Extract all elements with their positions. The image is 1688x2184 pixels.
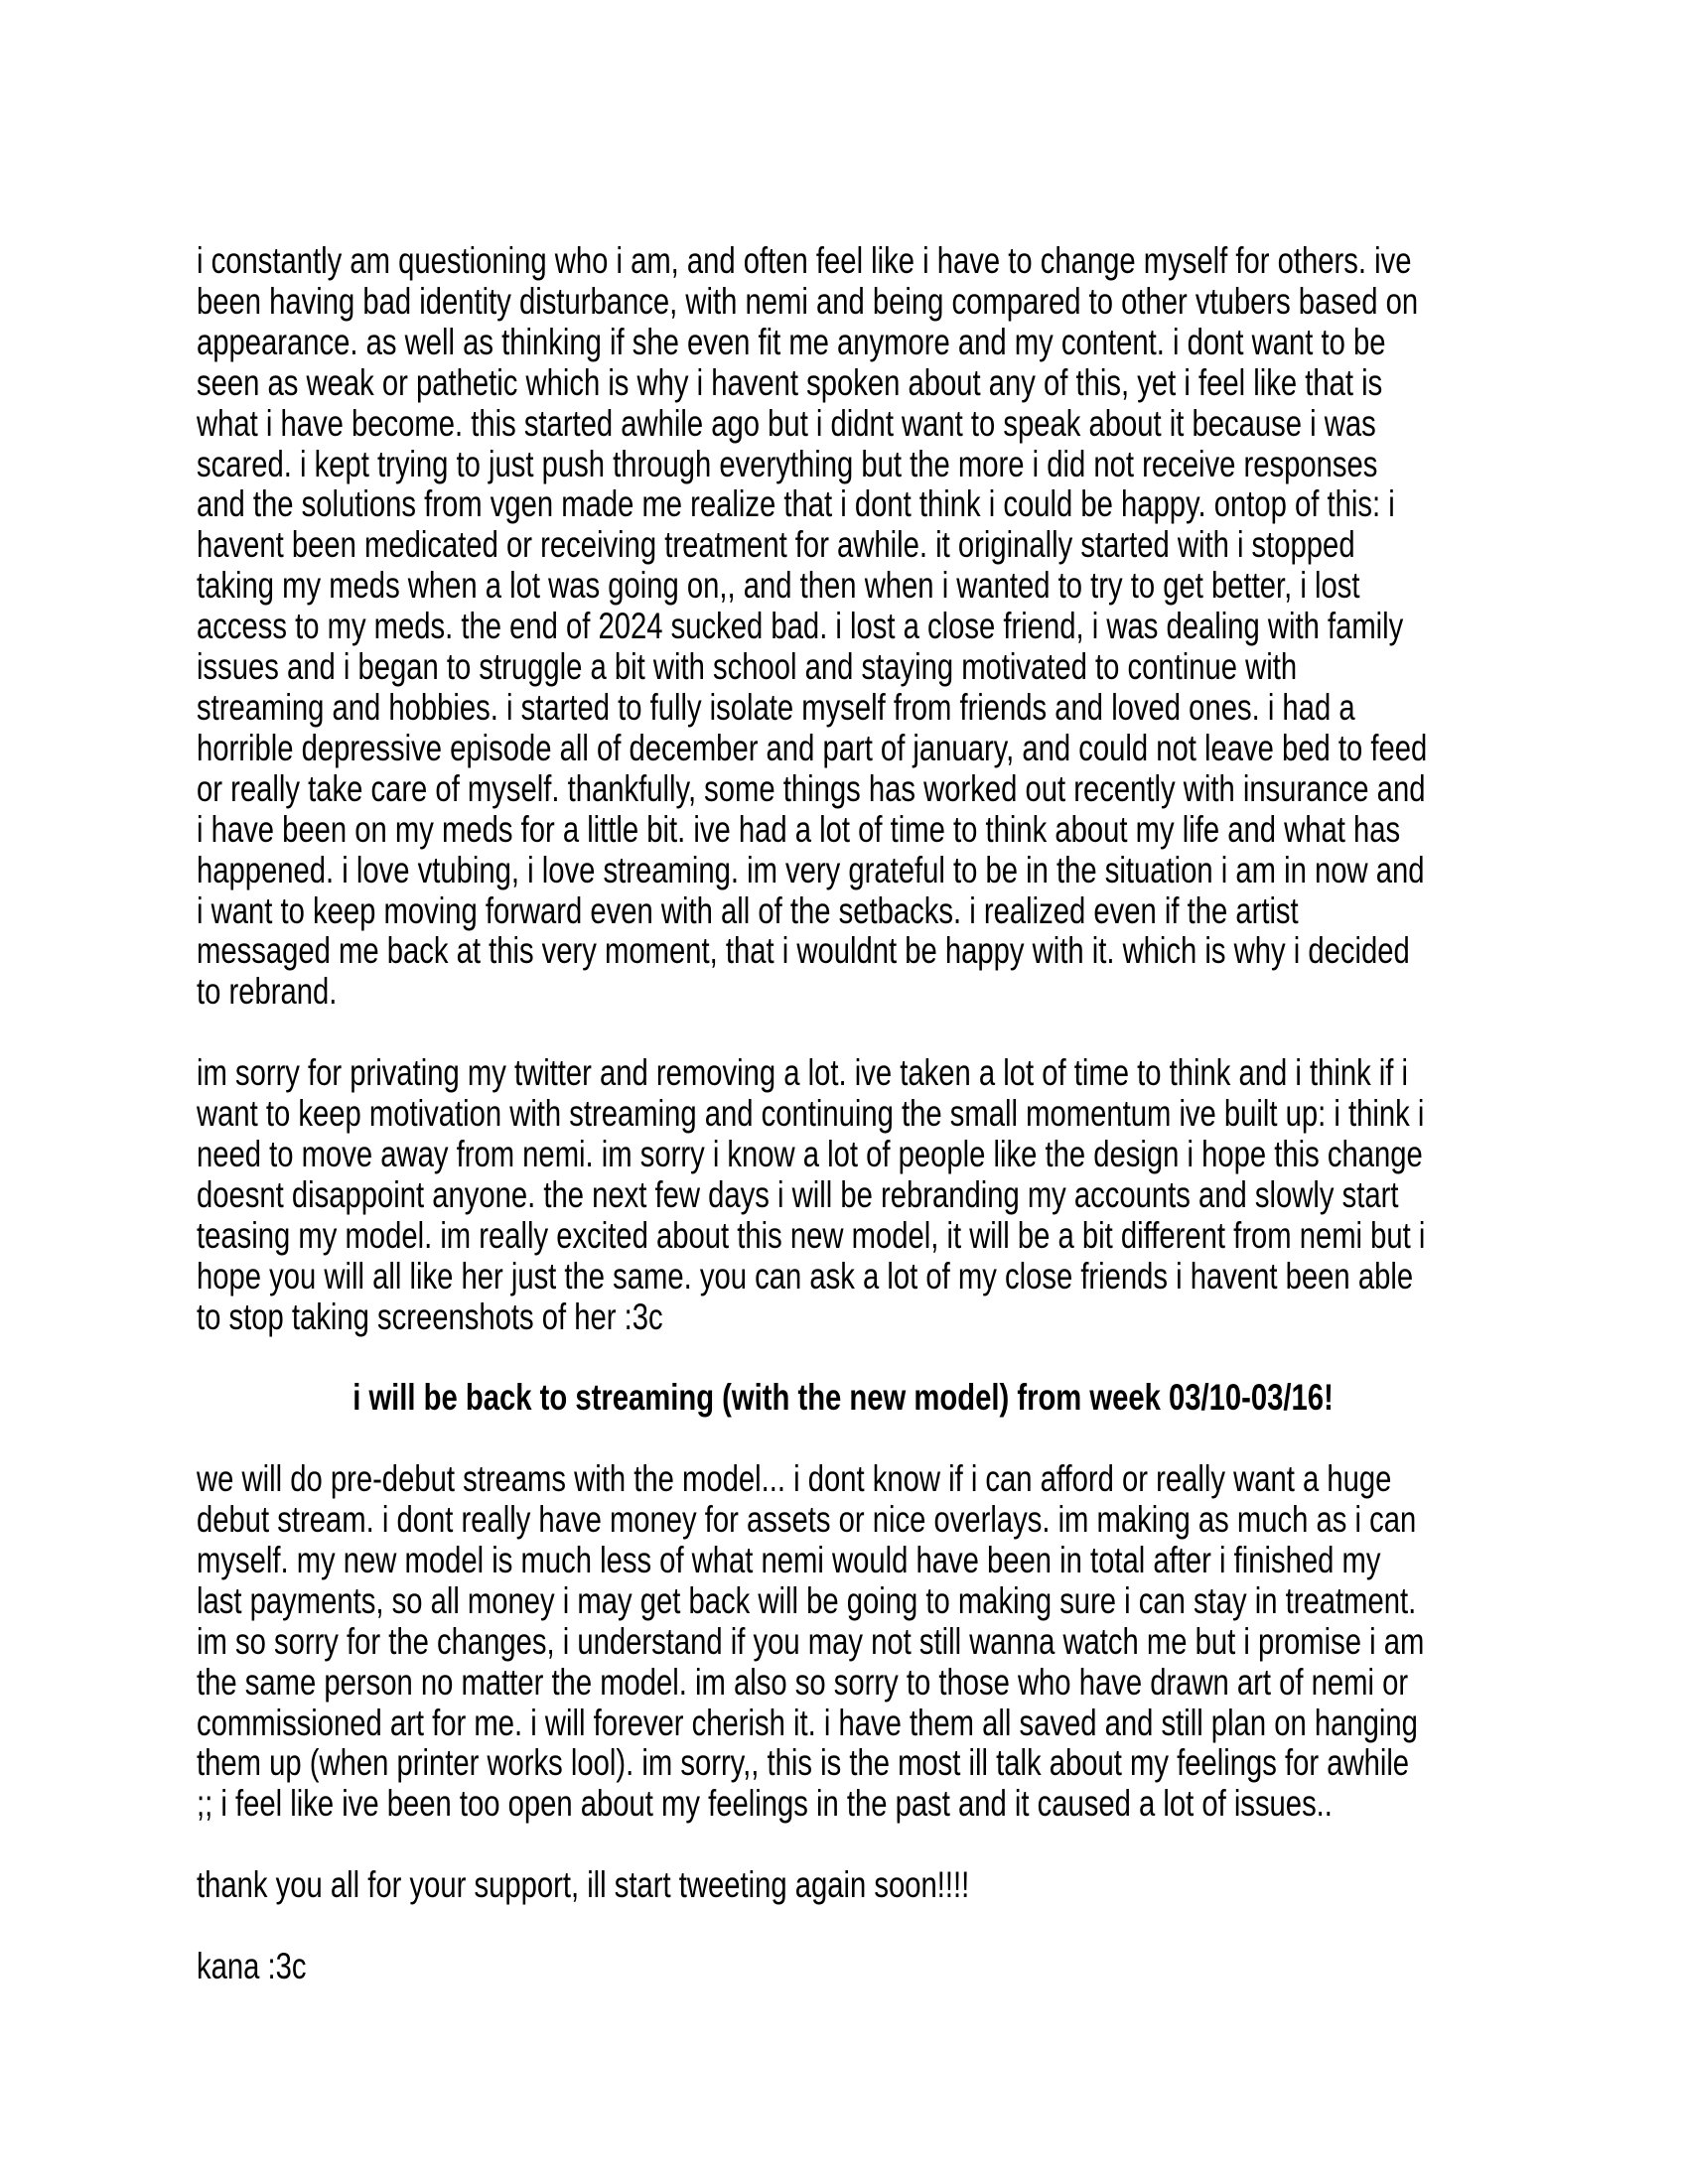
text-line: happened. i love vtubing, i love streaming. im very grateful to be in the situation i am in now and <box>197 849 1425 890</box>
text-line: kana :3c <box>197 1945 307 1986</box>
text-line: horrible depressive episode all of december and part of january, and could not leave bed to feed <box>197 727 1428 768</box>
text-line: i constantly am questioning who i am, and often feel like i have to change myself for others. ive <box>197 240 1412 281</box>
text-line: debut stream. i dont really have money for assets or nice overlays. im making as much as i can <box>197 1499 1417 1541</box>
text-line: i want to keep moving forward even with all of the setbacks. i realized even if the artist <box>197 889 1299 931</box>
text-line: streaming and hobbies. i started to fully isolate myself from friends and loved ones. i had a <box>197 686 1355 728</box>
text-line: need to move away from nemi. im sorry i know a lot of people like the design i hope this change <box>197 1133 1423 1174</box>
text-line: appearance. as well as thinking if she even fit me anymore and my content. i dont want to be <box>197 321 1386 362</box>
text-line: access to my meds. the end of 2024 sucked bad. i lost a close friend, i was dealing with family <box>197 606 1404 647</box>
text-line: i have been on my meds for a little bit. ive had a lot of time to think about my life and what has <box>197 808 1401 850</box>
text-line: myself. my new model is much less of what nemi would have been in total after i finished my <box>197 1539 1381 1580</box>
text-line: i will be back to streaming (with the new model) from week 03/10-03/16! <box>352 1377 1334 1419</box>
text-line: issues and i began to struggle a bit with school and staying motivated to continue with <box>197 646 1298 688</box>
text-line: taking my meds when a lot was going on,, and then when i wanted to try to get better, i lost <box>197 565 1360 607</box>
text-line: im so sorry for the changes, i understand if you may not still wanna watch me but i promise i am <box>197 1620 1425 1662</box>
paragraph-1 <box>197 241 1489 1013</box>
text-line: want to keep motivation with streaming and continuing the small momentum ive built up: i think i <box>197 1093 1425 1135</box>
text-line: thank you all for your support, ill start tweeting again soon!!!! <box>197 1864 970 1906</box>
paragraph-2 <box>197 1053 1489 1337</box>
text-line: the same person no matter the model. im also so sorry to those who have drawn art of nemi or <box>197 1661 1409 1703</box>
text-line: or really take care of myself. thankfully, some things has worked out recently with insurance and <box>197 767 1426 809</box>
text-line: teasing my model. im really excited about this new model, it will be a bit different from nemi but i <box>197 1214 1426 1256</box>
text-line: to rebrand. <box>197 971 338 1013</box>
text-line: ;; i feel like ive been too open about my feelings in the past and it caused a lot of issues.. <box>197 1783 1333 1825</box>
text-line: commissioned art for me. i will forever cherish it. i have them all saved and still plan on hanging <box>197 1702 1418 1743</box>
text-line: havent been medicated or receiving treatment for awhile. it originally started with i stopped <box>197 524 1355 566</box>
text-line: we will do pre-debut streams with the model... i dont know if i can afford or really want a huge <box>197 1458 1392 1500</box>
text-line: been having bad identity disturbance, with nemi and being compared to other vtubers based on <box>197 280 1419 322</box>
paragraph-6 <box>197 1947 1489 1987</box>
text-line: doesnt disappoint anyone. the next few days i will be rebranding my accounts and slowly start <box>197 1173 1399 1215</box>
text-line: them up (when printer works lool). im sorry,, this is the most ill talk about my feelings for awhile <box>197 1742 1410 1784</box>
paragraph-4 <box>197 1459 1489 1825</box>
text-line: and the solutions from vgen made me realize that i dont think i could be happy. ontop of this: i <box>197 483 1395 525</box>
text-line: what i have become. this started awhile ago but i didnt want to speak about it because i was <box>197 402 1376 444</box>
text-line: hope you will all like her just the same. you can ask a lot of my close friends i havent been able <box>197 1255 1414 1297</box>
paragraph-3 <box>197 1378 1489 1419</box>
text-line: im sorry for privating my twitter and removing a lot. ive taken a lot of time to think and i think if i <box>197 1052 1409 1094</box>
paragraph-5 <box>197 1865 1489 1906</box>
text-line: last payments, so all money i may get back will be going to making sure i can stay in treatment. <box>197 1579 1417 1621</box>
text-line: messaged me back at this very moment, that i wouldnt be happy with it. which is why i decided <box>197 930 1410 972</box>
text-line: scared. i kept trying to just push through everything but the more i did not receive responses <box>197 443 1378 484</box>
text-line: to stop taking screenshots of her :3c <box>197 1296 663 1337</box>
text-line: seen as weak or pathetic which is why i havent spoken about any of this, yet i feel like that is <box>197 361 1383 403</box>
